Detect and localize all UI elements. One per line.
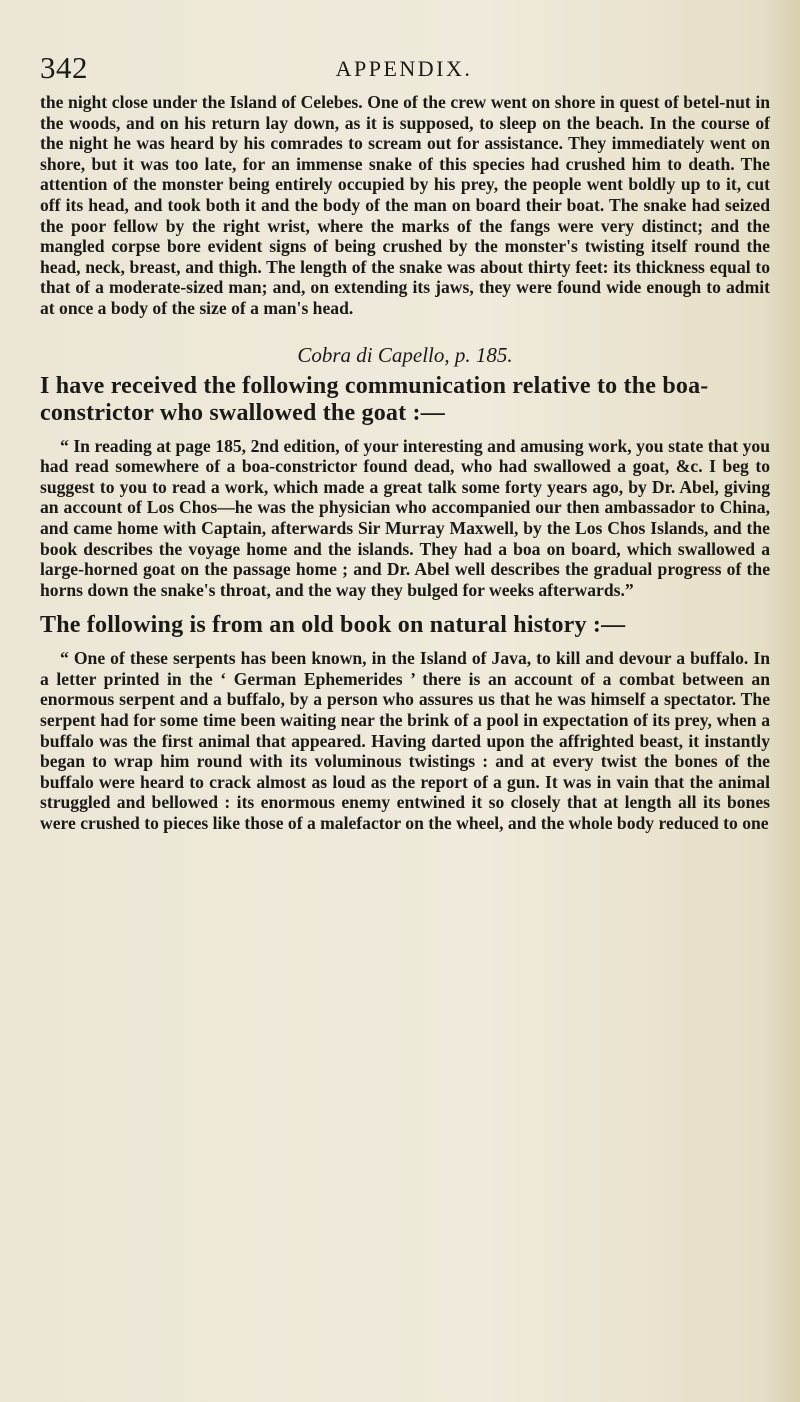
paragraph-boa-goat-letter: “ In reading at page 185, 2nd edition, of your interesting and amusing work, you state that you had read somewhere of a boa-constrictor found dead, who had swallowed a goat, &c. I beg to suggest to you to read a work, which made a great talk some forty years ago, by Dr. Abel, giving an account of Los Chos—he was the physician who accompanied our then ambassador to China, and came home with Captain, afterwards Sir Murray Maxwell, by the Los Chos Islands, and the book describes the voyage home and the islands. They had a boa on board, which swallowed a large-horned goat on the passage home ; and Dr. Abel well describes the gradual progress of the horns down the snake's throat, and the way they bulged for weeks afterwards.”	[40, 435, 770, 600]
paragraph-celebes-snake: the night close under the Island of Celebes. One of the crew went on shore in quest of betel-nut in the woods, and on his return lay down, as it is supposed, to sleep on the beach. In the course of the night he was heard by his comrades to scream out for assistance. They immediately went on shore, but it was too late, for an immense snake of this species had crushed him to death. The attention of the monster being entirely occupied by his prey, the people went boldly up to it, cut off its head, and took both it and the body of the man on board their boat. The snake had seized the poor fellow by the right wrist, where the marks of the fangs were very distinct; and the mangled corpse bore evident signs of being crushed by the monster's twisting itself round the head, neck, breast, and thigh. The length of the snake was about thirty feet: its thickness equal to that of a moderate-sized man; and, on extending its jaws, they were found wide enough to admit at once a body of the size of a man's head.	[40, 92, 770, 318]
running-head: APPENDIX.	[335, 56, 473, 81]
section-heading-boa-goat: I have received the following communication relative to the boa-constrictor who swallowed the goat :—	[40, 372, 709, 426]
section-heading-natural-history: The following is from an old book on natural history :—	[40, 612, 626, 639]
paragraph-java-buffalo: “ One of these serpents has been known, in the Island of Java, to kill and devour a buffalo. In a letter printed in the ‘ German Ephemerides ’ there is an account of a combat between an enormous serpent and a buffalo, by a person who assures us that he was himself a spectator. The serpent had for some time been waiting near the brink of a pool in expectation of its prey, when a buffalo was the first animal that appeared. Having darted upon the affrighted beast, it instantly began to wrap him round with its voluminous twistings : and at every twist the bones of the buffalo were heard to crack almost as loud as the report of a gun. It was in vain that the animal struggled and bellowed : its enormous enemy entwined it so closely that at length all its bones were crushed to pieces like those of a malefactor on the wheel, and the whole body reduced to one	[40, 648, 770, 834]
page-header	[40, 50, 768, 86]
subsection-heading-cobra: Cobra di Capello, p. 185.	[297, 342, 513, 367]
page-body	[40, 92, 770, 834]
page-number: 342	[40, 50, 88, 85]
